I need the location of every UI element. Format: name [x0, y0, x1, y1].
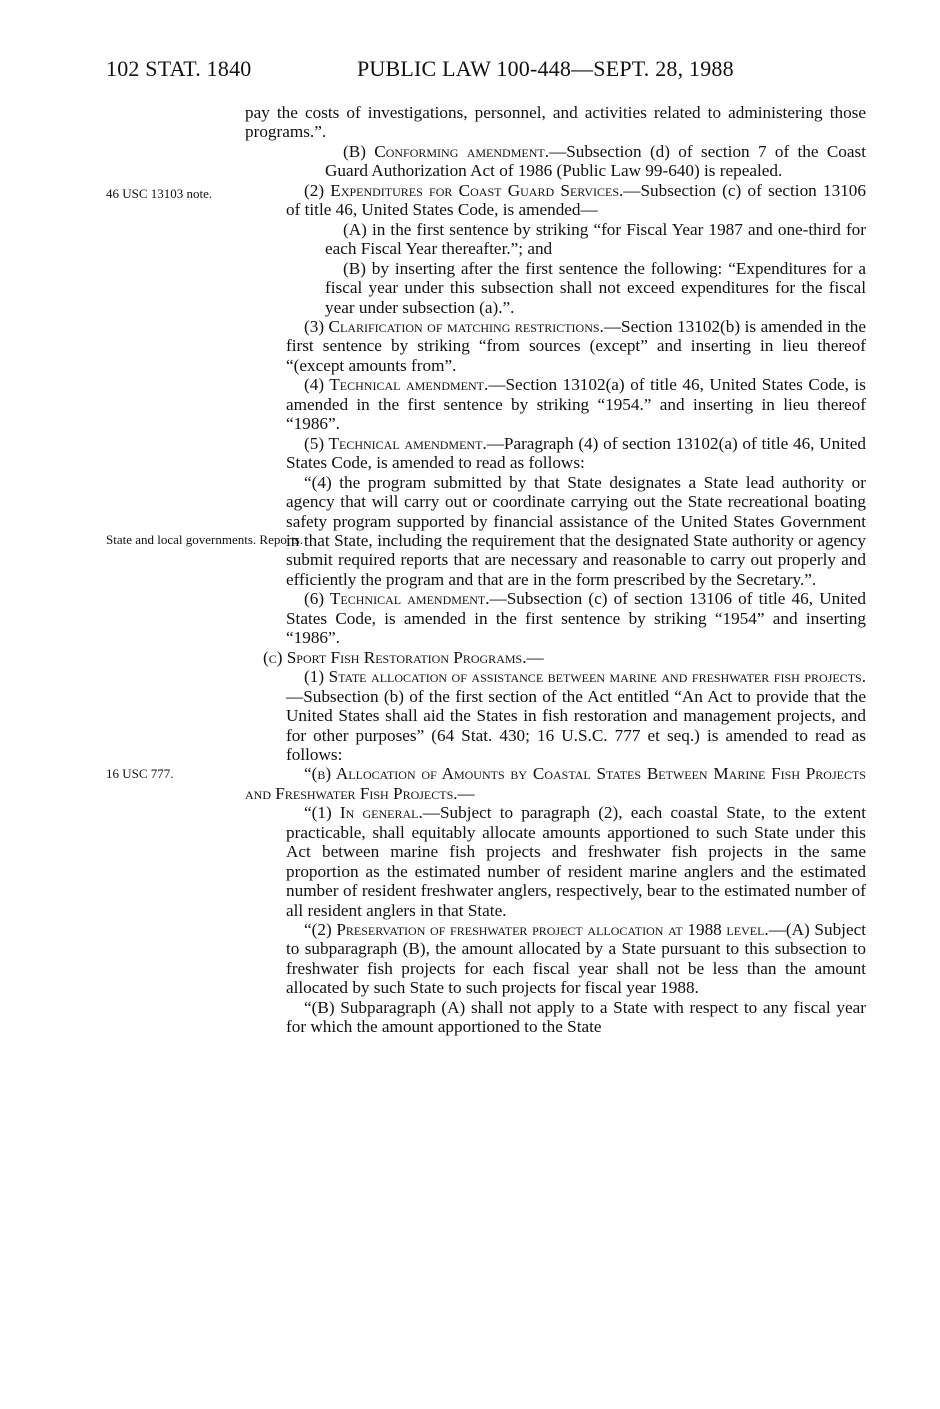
margin-note-text: 16 USC 777.: [106, 766, 174, 781]
paragraph: [245, 375, 866, 433]
paragraph: [245, 589, 866, 647]
paragraph-heading: “(2) Preservation of freshwater project allocation at 1988 level.: [304, 920, 769, 940]
paragraph: [245, 920, 866, 998]
paragraph: [245, 142, 866, 181]
paragraph: [245, 667, 866, 764]
paragraph-heading: (2) Expenditures for Coast Guard Services.: [304, 180, 624, 200]
paragraph: [245, 181, 866, 220]
paragraph: [245, 317, 866, 375]
paragraph-heading: (4) Technical amendment.: [304, 375, 489, 395]
subsection-heading: “(b) Allocation of Amounts by Coastal States Between Marine Fish Projects and Freshwater Fish Projects.—: [245, 764, 866, 803]
paragraph-text: —(A) Subject to subparagraph (B), the amount allocated by a State pursuant to this subsection to freshwater fish projects for each fiscal year shall not be less than the amount allocated by such State to such projects for fiscal year 1988.: [286, 920, 866, 998]
paragraph-heading: (3) Clarification of matching restrictions.: [304, 316, 604, 336]
margin-note-citation: [106, 766, 174, 782]
paragraph-text: —Section 13102(a) of title 46, United States Code, is amended in the first sentence by striking “1954.” and inserting in lieu thereof “1986”.: [286, 375, 866, 434]
margin-note-text: State and local governments. Reports.: [106, 532, 304, 547]
paragraph-text: —Subsection (c) of section 13106 of title 46, United States Code, is amended in the first sentence by striking “1954” and inserting “1986”.: [286, 589, 866, 648]
paragraph-text: —Section 13102(b) is amended in the first sentence by striking “from sources (except” and inserting in lieu thereof “(except amounts from”.: [286, 316, 866, 375]
paragraph: [245, 434, 866, 473]
paragraph-heading: “(1) In general.: [304, 803, 423, 823]
paragraph-text: —Subsection (b) of the first section of the Act entitled “An Act to provide that the United States shall aid the States in fish restoration and management projects, and for other purposes” (64 Stat. 430; 16 U.S.C. 777 et seq.) is amended to read as follows:: [286, 686, 866, 764]
page-header-stat: 102 STAT. 1840: [106, 56, 252, 81]
page-header-law: PUBLIC LAW 100-448—SEPT. 28, 1988: [357, 56, 734, 81]
paragraph-text: —Subsection (d) of section 7 of the Coast Guard Authorization Act of 1986 (Public Law 99-640) is repealed.: [325, 141, 866, 181]
paragraph: pay the costs of investigations, personnel, and activities related to administering those programs.”.: [245, 103, 866, 142]
paragraph-heading: (5) Technical amendment.: [304, 433, 487, 453]
section-heading: (c) Sport Fish Restoration Programs.—: [263, 647, 544, 667]
paragraph: [245, 803, 866, 920]
paragraph-text: —Paragraph (4) of section 13102(a) of title 46, United States Code, is amended to read as follows:: [286, 433, 866, 473]
paragraph: “(B) Subparagraph (A) shall not apply to a State with respect to any fiscal year for which the amount apportioned to the State: [286, 997, 866, 1037]
paragraph: (A) in the first sentence by striking “for Fiscal Year 1987 and one-third for each Fiscal Year thereafter.”; and: [325, 219, 866, 259]
paragraph-heading: (6) Technical amendment.: [304, 589, 490, 609]
paragraph-text: —Subsection (c) of section 13106 of title 46, United States Code, is amended—: [286, 180, 866, 220]
paragraph-text: —Subject to paragraph (2), each coastal State, to the extent practicable, shall equitably allocate amounts apportioned to such State under this Act between marine fish projects and freshwater fish projects in the same proportion as the estimated number of resident marine anglers and the estimated number of resident freshwater anglers, respectively, bear to the estimated number of all resident anglers in that State.: [286, 803, 866, 920]
paragraph: (B) by inserting after the first sentence the following: “Expenditures for a fiscal year under this subsection shall not exceed expenditures for the fiscal year under subsection (a).”.: [325, 258, 866, 317]
paragraph-heading: (B) Conforming amendment.: [343, 141, 549, 161]
body-text: [245, 103, 866, 1037]
paragraph: “(4) the program submitted by that State designates a State lead authority or agency that will carry out or coordinate carrying out the State recreational boating safety program supported by financial assistance of the United States Government in that State, including the requirement that the designated State authority or agency submit required reports that are necessary and reasonable to carry out properly and efficiently the program and that are in the form prescribed by the Secretary.”.: [286, 472, 866, 589]
margin-note-text: 46 USC 13103 note.: [106, 186, 213, 201]
paragraph-heading: (1) State allocation of assistance between marine and freshwater fish projects.: [304, 667, 866, 687]
margin-note-citation: [106, 186, 212, 202]
